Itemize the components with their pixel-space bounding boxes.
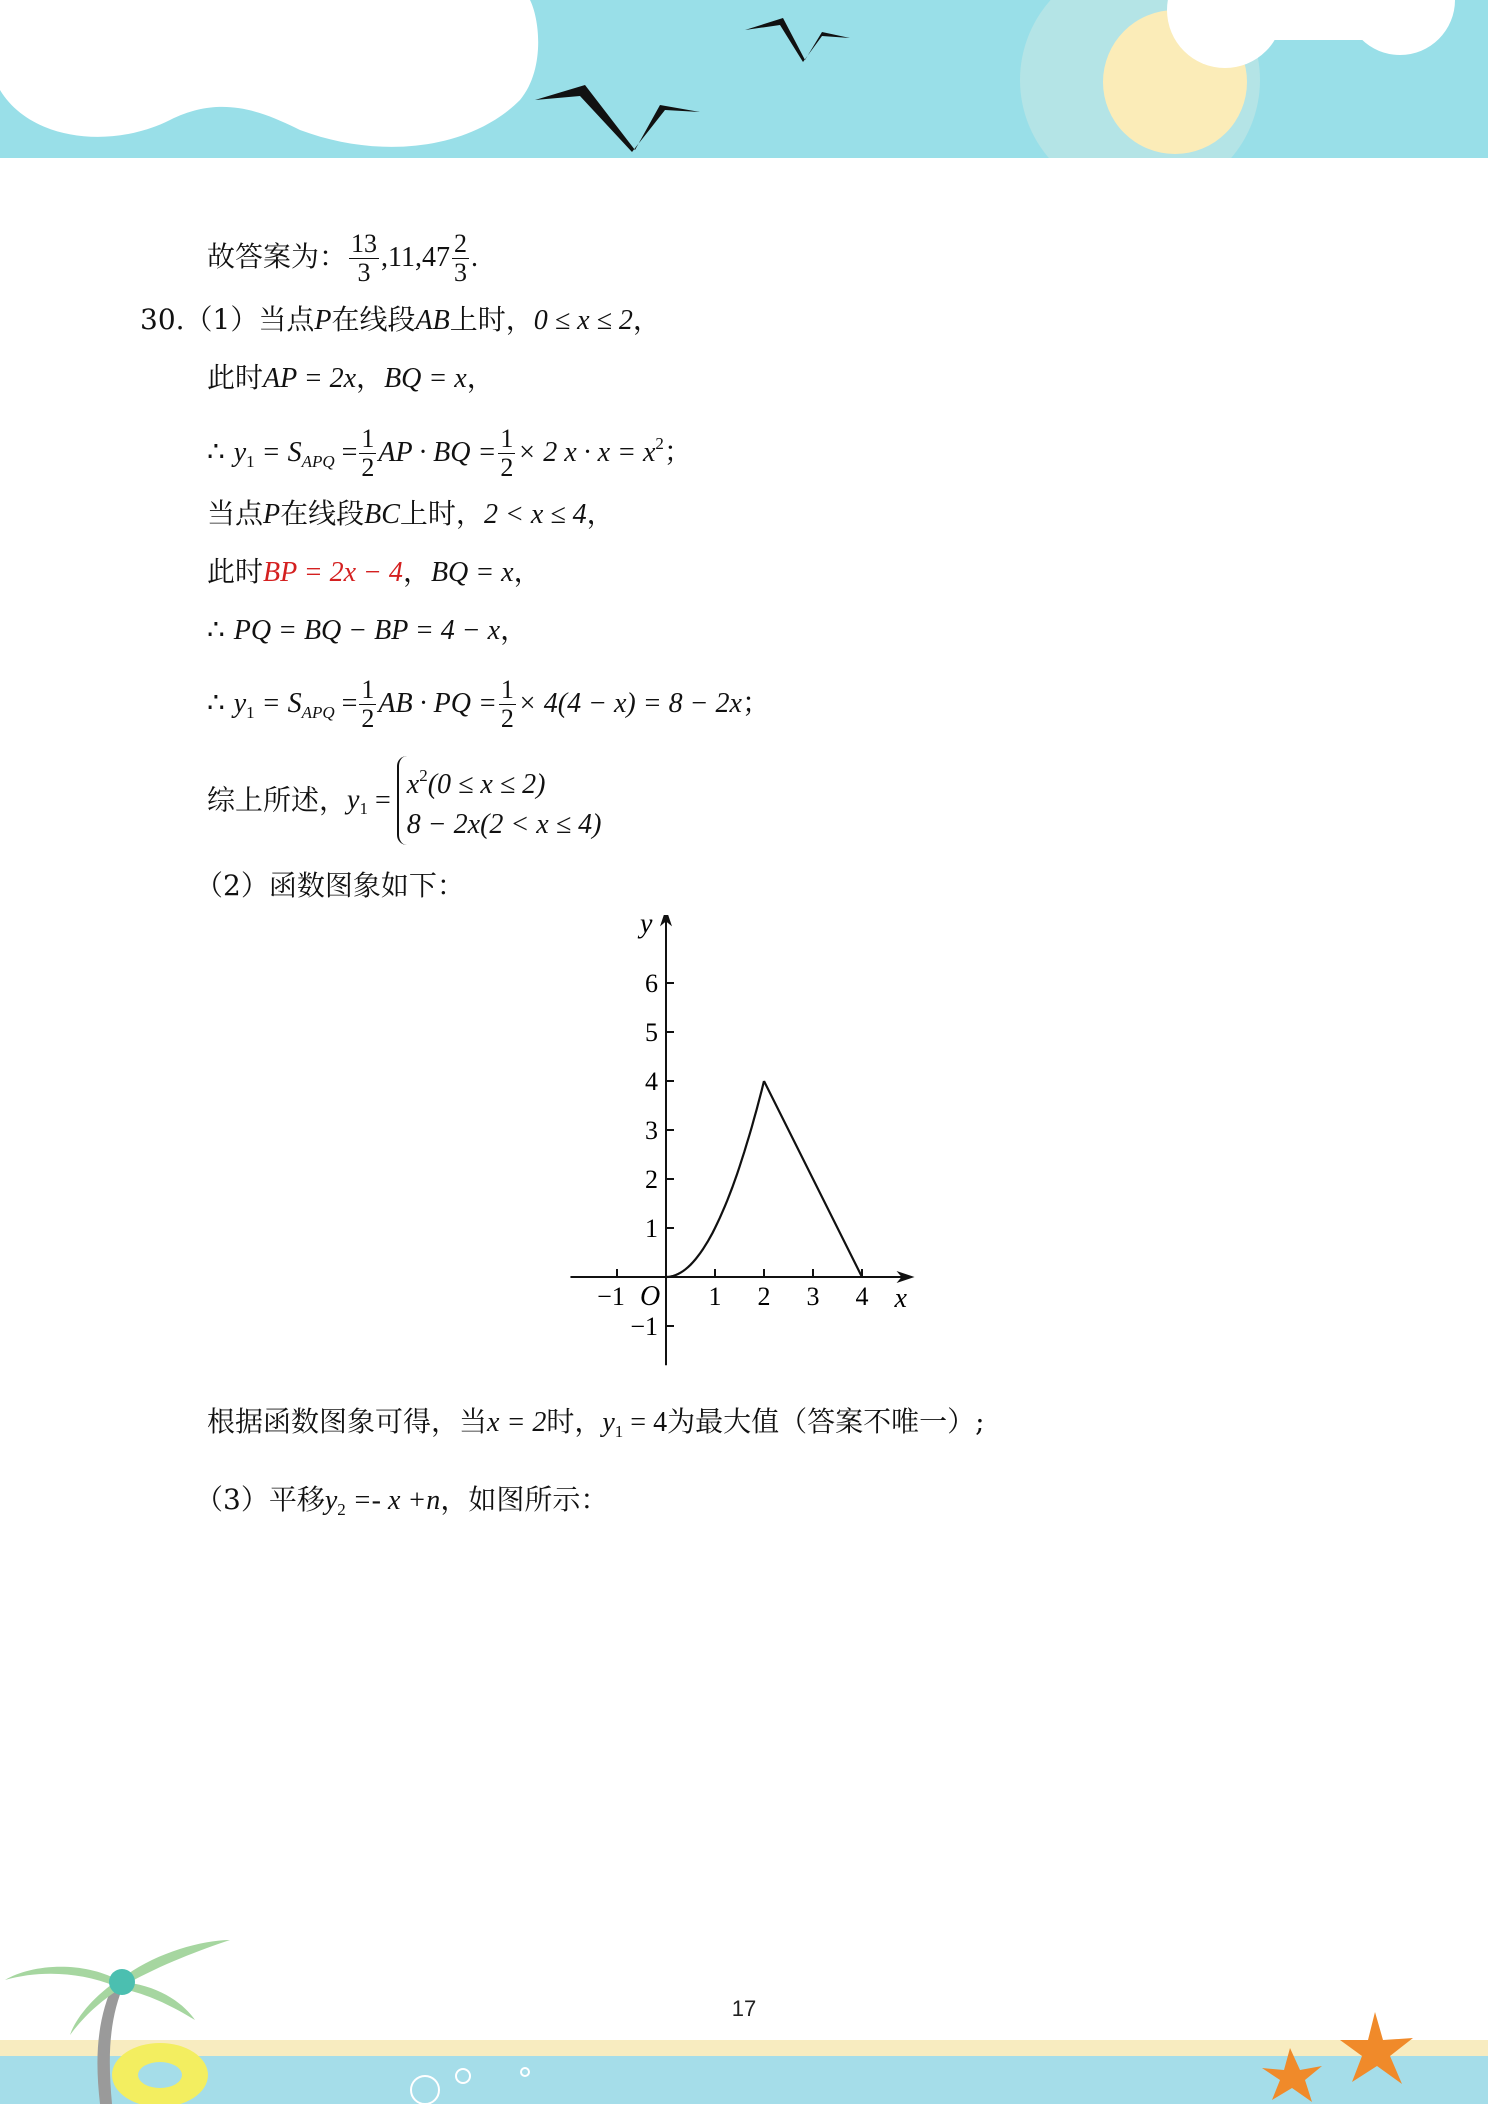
function-graph [560,915,940,1375]
origin-label: O [640,1281,661,1312]
x-axis-label: x [894,1283,907,1314]
y-tick-label: 4 [645,1067,658,1096]
conclusion-line: 根据函数图象可得，当x = 2时，$y_1 = 4$为最大值（答案不唯一）; [207,1405,985,1441]
y-axis-label: y [640,915,653,940]
y-tick-label: 1 [645,1214,658,1243]
y-tick-label: 3 [645,1116,658,1145]
line-bp-bq: 此时BP = 2x − 4，BQ = x， [207,555,542,588]
y-tick-label: 2 [645,1165,658,1194]
line-summary: 综上所述，$y_1$ = $x^2(0 \le x \le 2)$ 8 − 2x(2 < x ≤ 4) [207,756,601,845]
line-y1-second: ∴ $y_1 = S_{APQ}$ = $\frac{1}{2}$ AB · PQ = $\frac{1}{2}$ × 4(4 − x) = 8 − 2x； [207,675,770,733]
y-tick-label: −1 [630,1312,658,1341]
linear-segment [764,1081,862,1277]
fraction: $\frac{2}{3}$ [453,229,467,287]
part2-heading: （2）函数图象如下： [195,869,465,902]
y-tick-label: 5 [645,1018,658,1047]
x-tick-label: 3 [806,1282,820,1311]
parabola-segment [666,1081,764,1277]
part3-line: （3）平移$y_2 =- x +n$，如图所示： [195,1483,609,1519]
line-pq: ∴ PQ = BQ − BP = 4 − x， [207,613,529,646]
fraction: $\frac{13}{3}$ [351,229,378,287]
x-tick-label: 2 [757,1282,771,1311]
line-ap-bq: 此时AP = 2x，BQ = x， [207,361,495,394]
highlight-bp: BP = 2x − 4 [263,557,403,588]
x-tick-label: −1 [597,1282,625,1311]
piecewise-cases: $x^2(0 \le x \le 2)$ 8 − 2x(2 < x ≤ 4) [397,756,602,845]
line-y1-first: ∴ $y_1 = S_{APQ}$ = $\frac{1}{2}$ AP · BQ = $\frac{1}{2}$ × 2 $x \cdot x = x^2$； [207,424,692,482]
answer-line: 故答案为： $\frac{13}{3}$ ,11,47 $\frac{2}{3}$ . [207,229,478,287]
x-tick-label: 1 [708,1282,722,1311]
header-banner [0,0,1488,166]
swim-ring-icon [112,2043,208,2104]
q30-line: 30.（1）当点P在线段AB上时，0 ≤ x ≤ 2， [140,303,661,336]
y-tick-label: 6 [645,969,658,998]
line-point-bc: 当点P在线段BC上时，2 < x ≤ 4， [207,497,615,530]
x-tick-label: 4 [855,1282,869,1311]
page-number: 17 [731,1996,757,2021]
